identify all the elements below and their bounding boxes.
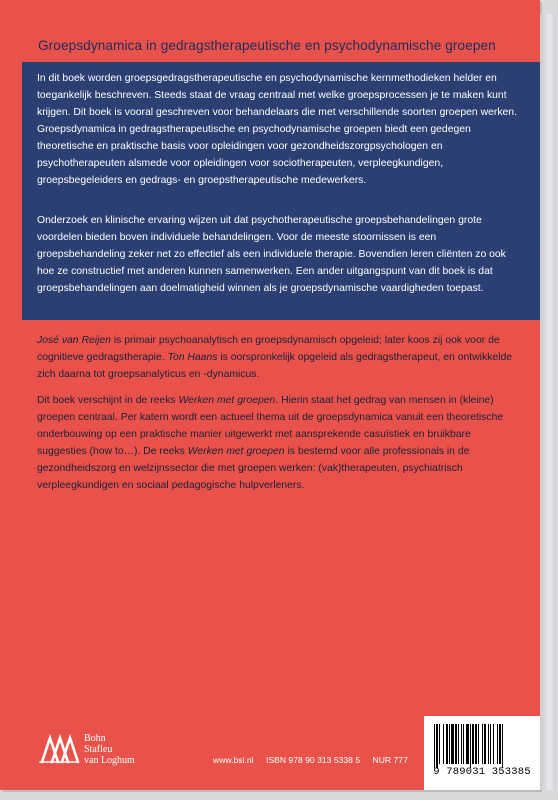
publication-info: [213, 755, 418, 765]
publisher-name-line-2: Stafleu: [84, 744, 113, 755]
author-name-2: Ton Haans: [167, 352, 218, 363]
page-edge: [540, 14, 556, 790]
publisher-website: www.bsl.nl: [213, 755, 254, 765]
description-paragraph-2: Onderzoek en klinische ervaring wijzen uit dat psychotherapeutische groepsbehandelingen grote voordelen bieden boven individuele behandelingen. Voor de meeste stoornissen is een groepsbehandeling zeker net zo effectief als een individuele therapie. Bovendien leren cliënten zo ook hoe ze constructief met anderen kunnen samenwerken. Een ander uitgangspunt van dit boek is dat groepsbehandelingen aan doelmatigheid winnen als je groepsdynamische vaardigheden toepast.: [37, 215, 506, 294]
series-name-2: Werken met groepen: [187, 446, 285, 457]
series-text-3: is bestemd voor alle professionals in de gezondheidszorg en welzijnssector die met groepen werken: (vak)therapeuten, psychiatrisch verpleegkundigen en sociaal pedagogische hulpverleners.: [37, 446, 470, 491]
nur-code: NUR 777: [372, 755, 408, 765]
book-title: Groepsdynamica in gedragstherapeutische en psychodynamische groepen: [38, 38, 496, 53]
author-name-1: José van Reijen: [37, 335, 111, 346]
description-panel: [22, 62, 540, 320]
publisher-name-line-1: Bohn: [84, 733, 106, 744]
series-paragraph: [37, 392, 517, 494]
series-text-2: . Hierin staat het gedrag van mensen in (kleine) groepen centraal. Per katern wordt een actueel thema uit de groepsdynamica vanuit een theoretische onderbouwing op een praktische manier uitgewerkt met aansprekende casuïstiek en bruikbare suggesties (how to…). De reeks: [37, 395, 504, 457]
barcode-bars-icon: [434, 724, 530, 768]
series-name-1: Werken met groepen: [178, 395, 276, 406]
author-bio-2: is oorspronkelijk opgeleid als gedragstherapeut, en ontwikkelde zich daarna tot groepsanalyticus en -dynamicus.: [37, 352, 513, 380]
description-paragraph-1: In dit boek worden groepsgedragstherapeutische en psychodynamische kernmethodieken helder en toegankelijk beschreven. Steeds staat de vraag centraal met welke groepsprocessen je te maken kunt krijgen. Dit boek is vooral geschreven voor behandelaars die met verschillende soorten groepen werken. Groepsdynamica in gedragstherapeutische en psychodynamische groepen biedt een gedegen theoretische en praktische basis voor opleidingen voor gezondheidszorgpsychologen en psychotherapeuten alsmede voor opleidingen voor sociotherapeuten, verpleegkundigen, groepsbegeleiders en gedrags- en groepstherapeutische medewerkers.: [37, 73, 517, 186]
publisher-name: [84, 733, 135, 766]
barcode-digits: 9 789031 353385: [433, 766, 531, 778]
publisher-name-line-3: van Loghum: [84, 755, 135, 766]
barcode: [424, 716, 540, 790]
authors-paragraph: [37, 332, 517, 383]
series-text-1: Dit boek verschijnt in de reeks: [37, 395, 179, 406]
isbn-number: ISBN 978 90 313 5338 5: [265, 755, 361, 765]
publisher-logo-icon: [38, 732, 80, 766]
author-bio-1: is primair psychoanalytisch en groepsdynamisch opgeleid; later koos zij ook voor de cognitieve gedragstherapie.: [37, 335, 500, 363]
